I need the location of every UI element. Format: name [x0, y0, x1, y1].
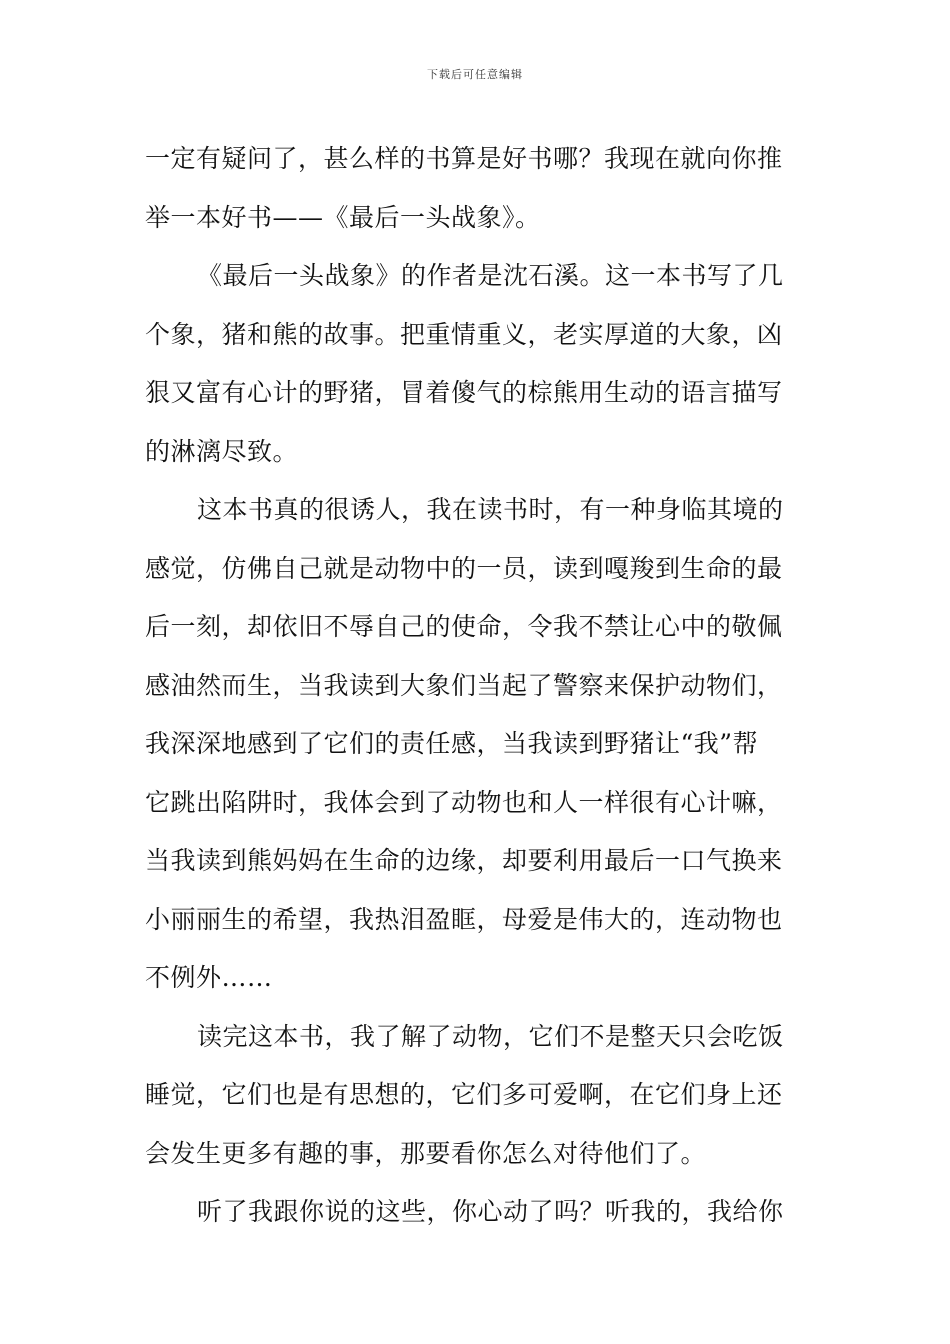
text-line: 我深深地感到了它们的责任感，当我读到野猪让“我”帮	[145, 729, 759, 758]
text-line: 不例外……	[145, 963, 273, 992]
text-line: 小丽丽生的希望，我热泪盈眶，母爱是伟大的，连动物也	[145, 904, 783, 934]
text-line: 听了我跟你说的这些，你心动了吗？听我的，我给你	[197, 1197, 784, 1226]
text-line: 这本书真的很诱人，我在读书时，有一种身临其境的	[197, 495, 784, 524]
document-body	[145, 130, 809, 1242]
text-line: 读完这本书，我了解了动物，它们不是整天只会吃饭	[197, 1021, 784, 1051]
text-line: 睡觉，它们也是有思想的，它们多可爱啊，在它们身上还	[145, 1080, 783, 1109]
text-line: 举一本好书——《最后一头战象》。	[145, 202, 541, 232]
text-line: 《最后一头战象》的作者是沈石溪。这一本书写了几	[197, 261, 784, 290]
header-note: 下载后可任意编辑	[427, 68, 523, 81]
text-line: 会发生更多有趣的事，那要看你怎么对待他们了。	[145, 1138, 707, 1168]
text-line: 感觉，仿佛自己就是动物中的一员，读到嘎羧到生命的最	[145, 553, 783, 583]
text-line: 感油然而生，当我读到大象们当起了警察来保护动物们，	[145, 670, 783, 700]
text-line: 一定有疑问了，甚么样的书算是好书哪？我现在就向你推	[145, 144, 783, 173]
text-line: 当我读到熊妈妈在生命的边缘，却要利用最后一口气换来	[145, 846, 783, 875]
text-line: 后一刻，却依旧不辱自己的使命，令我不禁让心中的敬佩	[145, 612, 783, 641]
text-line: 的淋漓尽致。	[145, 436, 299, 466]
text-line: 狠又富有心计的野猪，冒着傻气的棕熊用生动的语言描写	[145, 378, 783, 407]
text-line: 它跳出陷阱时，我体会到了动物也和人一样很有心计嘛，	[145, 787, 783, 817]
text-line: 个象，猪和熊的故事。把重情重义，老实厚道的大象，凶	[145, 319, 783, 349]
